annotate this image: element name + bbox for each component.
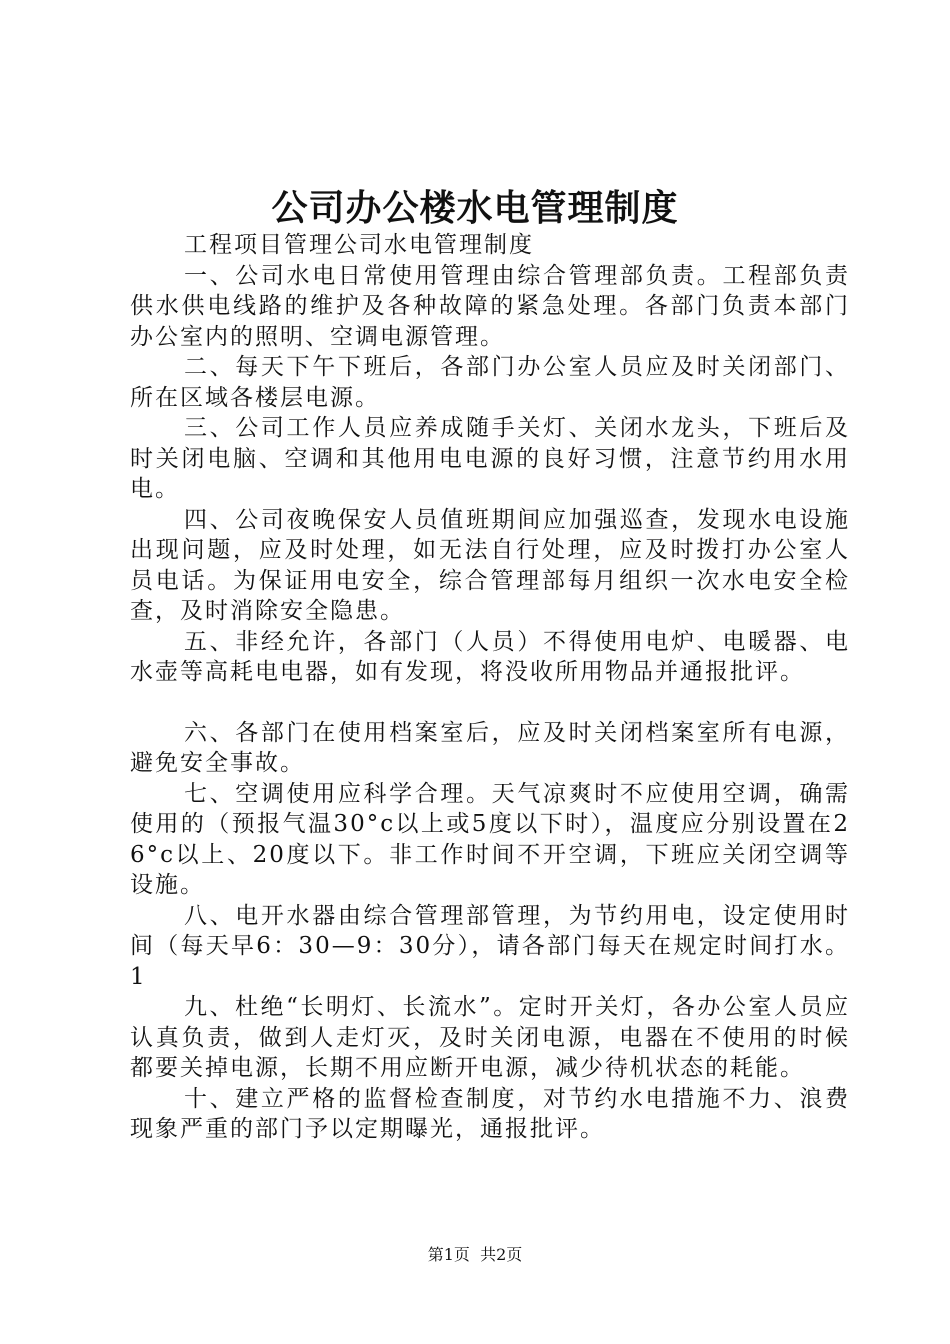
paragraph-6: 六、各部门在使用档案室后，应及时关闭档案室所有电源，避免安全事故。 — [130, 719, 850, 776]
paragraph-10: 十、建立严格的监督检查制度，对节约水电措施不力、浪费现象严重的部门予以定期曝光，通报批评。 — [130, 1085, 850, 1142]
document-title: 公司办公楼水电管理制度 — [271, 187, 679, 229]
paragraph-7: 七、空调使用应科学合理。天气凉爽时不应使用空调，确需使用的（预报气温30°c以上或5度以下时），温度应分别设置在26°c以上、20度以下。非工作时间不开空调，下班应关闭空调等设施。 — [130, 780, 850, 898]
page-footer: 第1页 共2页 — [427, 1245, 523, 1264]
paragraph-5: 五、非经允许，各部门（人员）不得使用电炉、电暖器、电水壶等高耗电电器，如有发现，将没收所用物品并通报批评。 — [130, 628, 850, 685]
paragraph-8: 八、电开水器由综合管理部管理，为节约用电，设定使用时间（每天早6：30—9：30分），请各部门每天在规定时间打水。1 — [130, 902, 850, 990]
document-body — [130, 230, 850, 1145]
paragraph-9: 九、杜绝“长明灯、长流水”。定时开关灯，各办公室人员应认真负责，做到人走灯灭，及时关闭电源，电器在不使用的时候都要关掉电源，长期不用应断开电源，减少待机状态的耗能。 — [130, 994, 850, 1081]
paragraph-2: 二、每天下午下班后，各部门办公室人员应及时关闭部门、所在区域各楼层电源。 — [130, 354, 850, 411]
paragraph-3: 三、公司工作人员应养成随手关灯、关闭水龙头，下班后及时关闭电脑、空调和其他用电电源的良好习惯，注意节约用水用电。 — [130, 415, 850, 502]
paragraph-4: 四、公司夜晚保安人员值班期间应加强巡查，发现水电设施出现问题，应及时处理，如无法自行处理，应及时拨打办公室人员电话。为保证用电安全，综合管理部每月组织一次水电安全检查，及时消除安全隐患。 — [130, 506, 850, 624]
paragraph-1: 一、公司水电日常使用管理由综合管理部负责。工程部负责供水供电线路的维护及各种故障的紧急处理。各部门负责本部门办公室内的照明、空调电源管理。 — [130, 262, 850, 350]
subtitle-paragraph: 工程项目管理公司水电管理制度 — [184, 232, 534, 258]
